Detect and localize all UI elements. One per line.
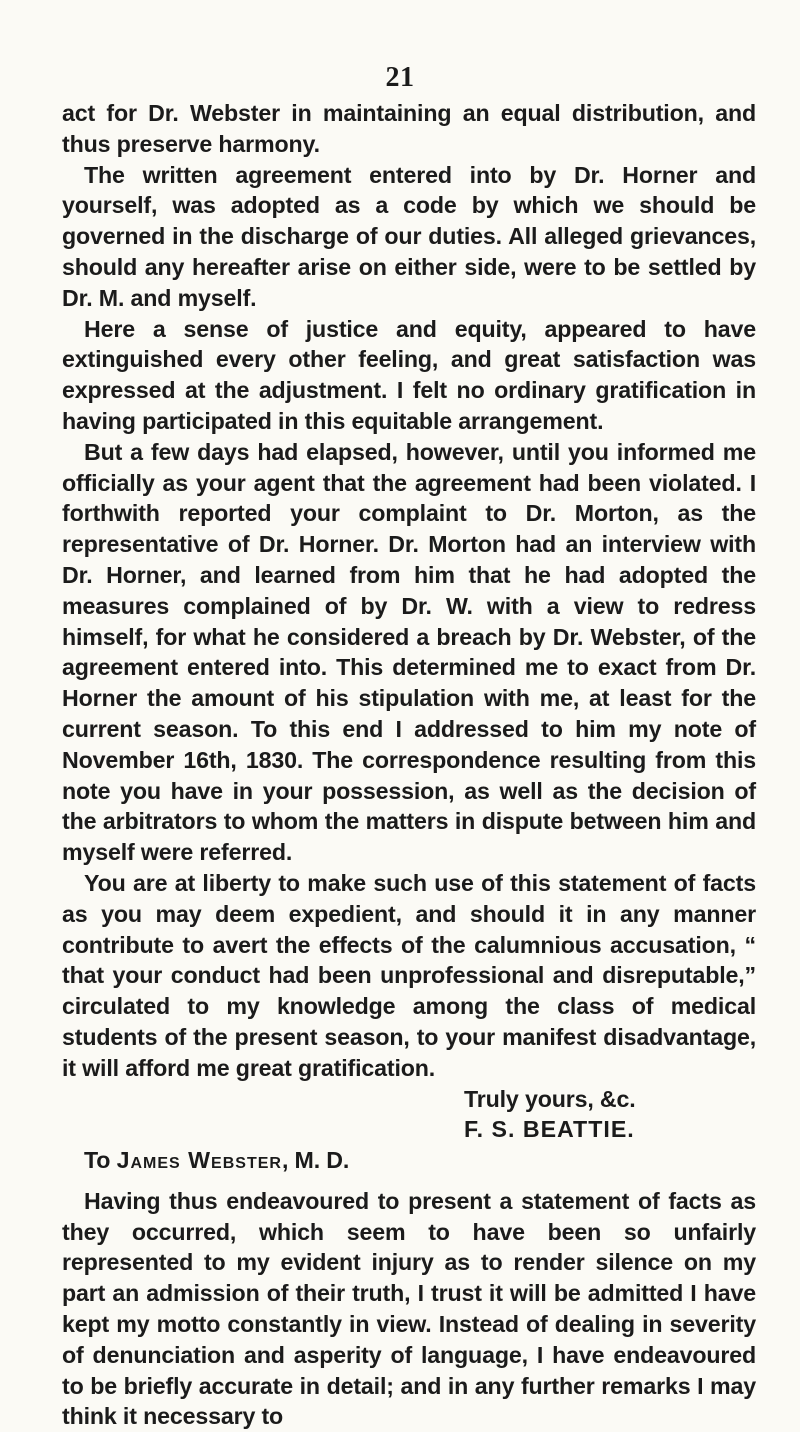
- addressee-name: James Webster: [116, 1147, 282, 1174]
- paragraph-final: Having thus endeavoured to present a statement of facts as they occurred, which seem to have been so unfairly represented to my evident injury as to render silence on my part an admission of their truth, I trust it will be admitted I have kept my motto constantly in view. Instead of dealing in severity of denunciation and asperity of language, I have endeavoured to be briefly accurate in detail; and in any further remarks I may think it necessary to: [62, 1187, 756, 1430]
- paragraph-1: act for Dr. Webster in maintaining an equal distribution, and thus preserve harmony.: [62, 100, 756, 157]
- addressee-prefix: To: [84, 1147, 117, 1174]
- signature: F. S. BEATTIE.: [464, 1116, 635, 1143]
- paragraph-4: But a few days had elapsed, however, until you informed me officially as your agent that the agreement had been violated. I forthwith reported your complaint to Dr. Morton, as the representative of Dr. Horner. Dr. Morton had an interview with Dr. Horner, and learned from him that he had adopted the measures complained of by Dr. W. with a view to redress himself, for what he considered a breach by Dr. Webster, of the agreement entered into. This determined me to exact from Dr. Horner the amount of his stipulation with me, at least for the current season. To this end I addressed to him my note of November 16th, 1830. The correspondence resulting from this note you have in your possession, as well as the decision of the arbitrators to whom the matters in dispute between him and myself were referred.: [62, 438, 756, 866]
- closing-salutation: Truly yours, &c.: [464, 1085, 636, 1112]
- paragraph-2: The written agreement entered into by Dr. Horner and yourself, was adopted as a code by which we should be governed in the discharge of our duties. All alleged grievances, should any hereafter arise on either side, were to be settled by Dr. M. and myself.: [62, 161, 756, 311]
- page-number: 21: [385, 62, 415, 93]
- letter-body: [62, 98, 756, 1432]
- addressee-suffix: , M. D.: [281, 1147, 350, 1174]
- paragraph-3: Here a sense of justice and equity, appeared to have extinguished every other feeling, and great satisfaction was expressed at the adjustment. I felt no ordinary gratification in having participated in this equitable arrangement.: [62, 315, 756, 434]
- paragraph-5: You are at liberty to make such use of this statement of facts as you may deem expedient, and should it in any manner contribute to avert the effects of the calumnious accusation, “ that your conduct had been unprofessional and disreputable,” circulated to my knowledge among the class of medical students of the present season, to your manifest disadvantage, it will afford me great gratification.: [62, 869, 756, 1081]
- addressee-line: [62, 1145, 756, 1176]
